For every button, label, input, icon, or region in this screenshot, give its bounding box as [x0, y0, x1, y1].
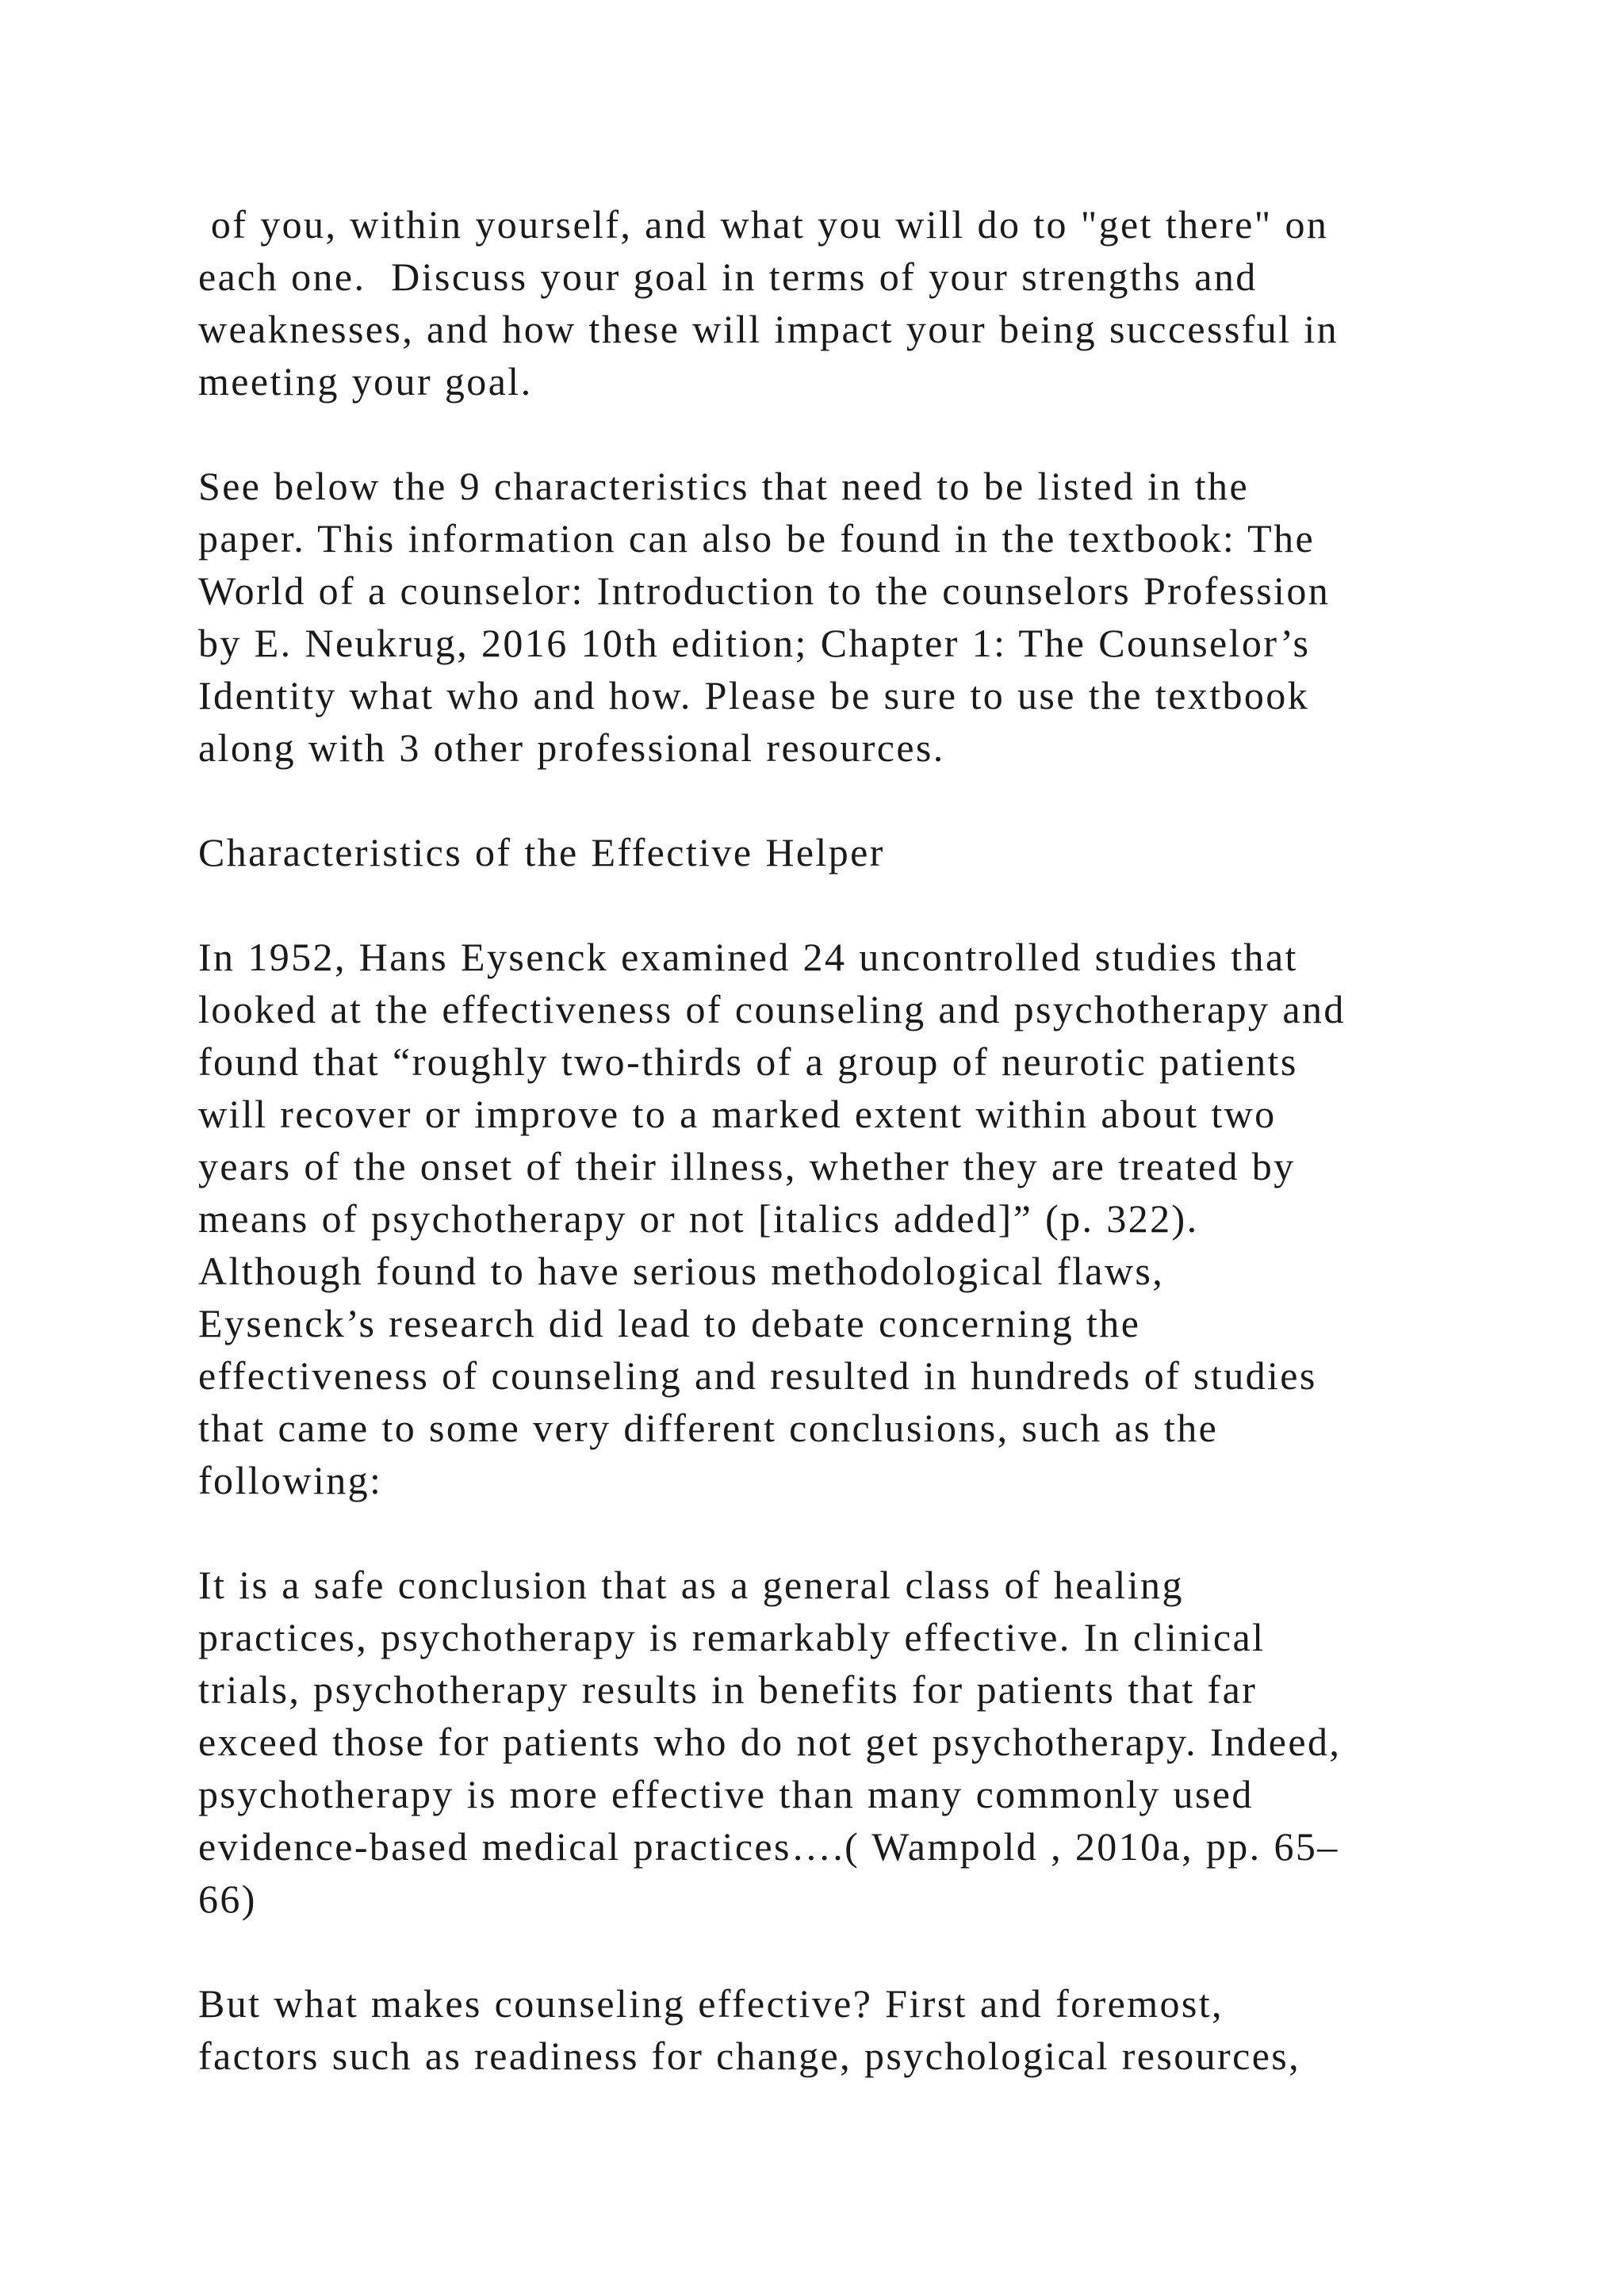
text-line: It is a safe conclusion that as a general class of healing [198, 1563, 1184, 1607]
text-line: by E. Neukrug, 2016 10th edition; Chapter 1: The Counselor’s [198, 621, 1311, 665]
text-line: found that “roughly two-thirds of a group of neurotic patients [198, 1039, 1298, 1084]
text-line: paper. This information can also be found in the textbook: The [198, 516, 1316, 561]
text-line: Identity what who and how. Please be sure to use the textbook [198, 673, 1310, 718]
text-line: 66) [198, 1877, 257, 1921]
text-line: practices, psychotherapy is remarkably effective. In clinical [198, 1615, 1266, 1659]
text-line: along with 3 other professional resources. [198, 725, 945, 770]
text-line: factors such as readiness for change, psychological resources, [198, 2034, 1301, 2078]
text-line: See below the 9 characteristics that need to be listed in the [198, 464, 1250, 508]
text-line: years of the onset of their illness, whether they are treated by [198, 1144, 1296, 1188]
text-line: Eysenck’s research did lead to debate concerning the [198, 1301, 1141, 1345]
text-line: World of a counselor: Introduction to the counselors Profession [198, 568, 1331, 613]
text-line: means of psychotherapy or not [italics added]” (p. 322). [198, 1196, 1199, 1241]
text-line: exceed those for patients who do not get psychotherapy. Indeed, [198, 1720, 1342, 1764]
text-line: But what makes counseling effective? First and foremost, [198, 1981, 1224, 2026]
text-line: In 1952, Hans Eysenck examined 24 uncontrolled studies that [198, 935, 1298, 979]
text-line: meeting your goal. [198, 359, 533, 404]
paragraph-wampold-quote [198, 1559, 1507, 1925]
paragraph-eysenck-research [198, 931, 1507, 1506]
text-line: effectiveness of counseling and resulted in hundreds of studies [198, 1353, 1317, 1398]
text-line: each one. Discuss your goal in terms of your strengths and [198, 254, 1258, 299]
text-line: will recover or improve to a marked extent within about two [198, 1092, 1277, 1136]
heading-text: Characteristics of the Effective Helper [198, 830, 885, 874]
text-line: looked at the effectiveness of counseling and psychotherapy and [198, 987, 1346, 1031]
paragraph-effective-counseling [198, 1977, 1507, 2082]
text-line: of you, within yourself, and what you will do to "get there" on [198, 202, 1329, 247]
text-line: trials, psychotherapy results in benefits for patients that far [198, 1667, 1258, 1712]
paragraph-characteristics-instructions [198, 460, 1507, 774]
paragraph-goal-discussion [198, 198, 1507, 408]
text-line: Although found to have serious methodological flaws, [198, 1249, 1165, 1293]
section-heading [198, 826, 1507, 878]
text-line: following: [198, 1458, 383, 1502]
text-line: that came to some very different conclusions, such as the [198, 1406, 1219, 1450]
text-line: weaknesses, and how these will impact your being successful in [198, 307, 1339, 351]
text-line: evidence-based medical practices….( Wampold , 2010a, pp. 65– [198, 1824, 1339, 1869]
text-line: psychotherapy is more effective than many commonly used [198, 1772, 1254, 1816]
